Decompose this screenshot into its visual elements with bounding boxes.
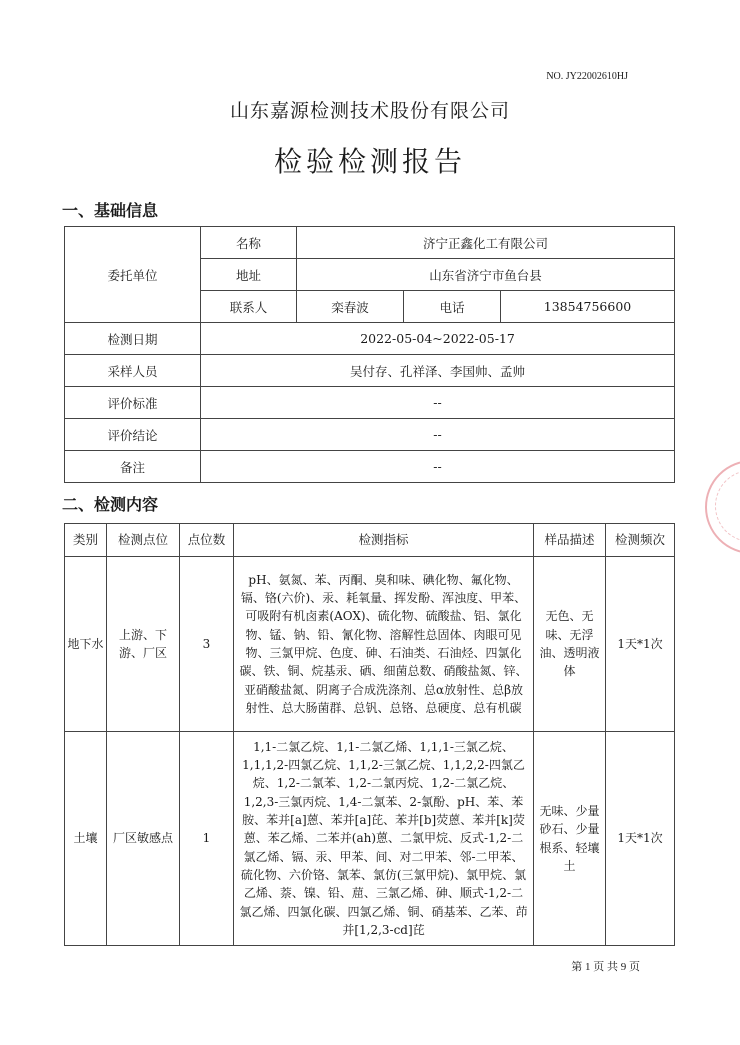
remark-label: 备注 [65,451,201,483]
row-category: 地下水 [65,557,107,732]
client-label: 委托单位 [65,227,201,323]
header-location: 检测点位 [107,524,180,557]
table-header-row [65,524,675,557]
section-content-title: 二、检测内容 [62,495,159,514]
table-row [65,732,675,946]
report-number: NO. JY22002610HJ [546,71,628,82]
seal-inner-ring [715,470,740,542]
row-location: 厂区敏感点 [107,732,180,946]
page-number: 第 1 页 共 9 页 [571,961,640,973]
name-label: 名称 [201,227,297,259]
section-basic-info-title: 一、基础信息 [62,201,159,220]
row-indicators: 1,1-二氯乙烷、1,1-二氯乙烯、1,1,1-三氯乙烷、1,1,1,2-四氯乙烷、1,1,2-三氯乙烷、1,1,2,2-四氯乙烷、1,2-二氯苯、1,2-二氯丙烷、1,2-二氯乙烷、1,2,3-三氯丙烷、1,4-二氯苯、2-氯酚、pH、苯、苯胺、苯并[a]蒽、苯并[a]芘、苯并[b]荧蒽、苯并[k]荧蒽、苯乙烯、二苯并(ah)蒽、二氯甲烷、反式-1,2-二氯乙烯、镉、汞、甲苯、间、对二甲苯、邻-二甲苯、硫化物、六价铬、氯苯、氯仿(三氯甲烷)、氯甲烷、氯乙烯、萘、镍、铅、䓛、三氯乙烯、砷、顺式-1,2-二氯乙烯、四氯化碳、四氯乙烯、铜、硝基苯、乙苯、茚并[1,2,3-cd]芘 [234,732,534,946]
company-name: 山东嘉源检测技术股份有限公司 [229,100,510,122]
table-row [65,451,675,483]
conclusion-label: 评价结论 [65,419,201,451]
header-count: 点位数 [180,524,234,557]
sampler-label: 采样人员 [65,355,201,387]
table-row [65,323,675,355]
report-title: 检验检测报告 [273,145,466,178]
table-row [65,355,675,387]
row-description: 无味、少量砂石、少量根系、轻壤土 [534,732,606,946]
header-description: 样品描述 [534,524,606,557]
address-label: 地址 [201,259,297,291]
remark-value: -- [201,451,675,483]
contact-label: 联系人 [201,291,297,323]
basic-info-table [64,226,675,483]
table-row [65,387,675,419]
table-row [65,419,675,451]
row-count: 3 [180,557,234,732]
header-indicators: 检测指标 [234,524,534,557]
phone-value: 13854756600 [501,291,675,323]
table-row [65,227,675,259]
row-count: 1 [180,732,234,946]
table-row [65,557,675,732]
date-value: 2022-05-04~2022-05-17 [201,323,675,355]
row-frequency: 1天*1次 [606,557,675,732]
date-label: 检测日期 [65,323,201,355]
name-value: 济宁正鑫化工有限公司 [297,227,675,259]
row-description: 无色、无味、无浮油、透明液体 [534,557,606,732]
phone-label: 电话 [404,291,501,323]
header-frequency: 检测频次 [606,524,675,557]
contact-value: 栾春波 [297,291,404,323]
standard-value: -- [201,387,675,419]
test-content-table [64,523,675,946]
conclusion-value: -- [201,419,675,451]
address-value: 山东省济宁市鱼台县 [297,259,675,291]
header-category: 类别 [65,524,107,557]
standard-label: 评价标准 [65,387,201,419]
row-category: 土壤 [65,732,107,946]
seal-stamp [705,460,740,554]
row-location: 上游、下游、厂区 [107,557,180,732]
row-indicators: pH、氨氮、苯、丙酮、臭和味、碘化物、氟化物、镉、铬(六价)、汞、耗氧量、挥发酚、浑浊度、甲苯、可吸附有机卤素(AOX)、硫化物、硫酸盐、铝、氯化物、锰、钠、铅、氰化物、溶解性总固体、肉眼可见物、三氯甲烷、色度、砷、石油类、石油烃、四氯化碳、铁、铜、烷基汞、硒、细菌总数、硝酸盐氮、锌、亚硝酸盐氮、阴离子合成洗涤剂、总α放射性、总β放射性、总大肠菌群、总钒、总铬、总硬度、总有机碳 [234,557,534,732]
sampler-value: 吴付存、孔祥泽、李国帅、孟帅 [201,355,675,387]
row-frequency: 1天*1次 [606,732,675,946]
